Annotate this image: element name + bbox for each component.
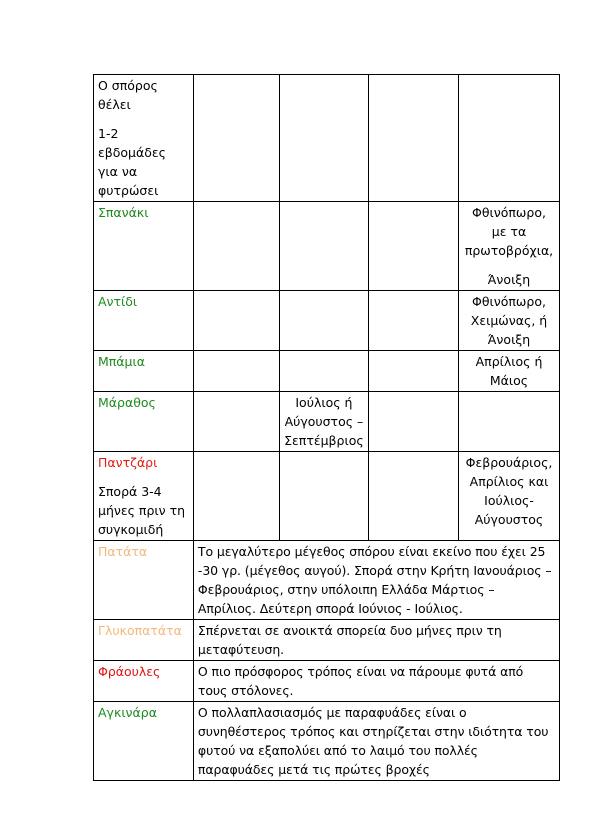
season-text: Φθινόπωρο, Χειμώνας, ή Άνοιξη (470, 294, 548, 347)
season-cell (459, 351, 560, 392)
table-row (94, 661, 560, 702)
description-cell (193, 702, 559, 781)
crop-name-cell (94, 351, 194, 392)
empty-cell (193, 202, 279, 291)
empty-cell (279, 351, 369, 392)
row-label-cell (94, 75, 194, 202)
empty-cell (369, 291, 459, 351)
table-row (94, 291, 560, 351)
description-cell (193, 541, 559, 620)
crop-note: Σπορά 3-4 μήνες πριν τη συγκομιδή (98, 484, 186, 537)
empty-cell (279, 291, 369, 351)
season-text: Φθινόπωρο, με τα πρωτοβρόχια, (464, 205, 554, 258)
table-row (94, 202, 560, 291)
table-row (94, 541, 560, 620)
season-text: Απρίλιος ή Μάιος (475, 354, 543, 388)
description-text: Ο πιο πρόσφορος τρόπος είναι να πάρουμε φυτά από τους στόλονες. (197, 664, 524, 698)
crop-name-cell (94, 541, 194, 620)
sowing-table (93, 74, 560, 781)
season-cell (279, 392, 369, 452)
crop-name: Αντίδι (98, 294, 138, 309)
empty-cell (279, 452, 369, 541)
table-row (94, 392, 560, 452)
crop-name: Παντζάρι (98, 455, 158, 470)
season-cell (459, 291, 560, 351)
season-text: Ιούλιος ή Αύγουστος – Σεπτέμβριος (284, 395, 364, 448)
empty-cell (369, 351, 459, 392)
germination-label: Ο σπόρος θέλει (98, 78, 158, 112)
empty-cell (279, 202, 369, 291)
description-text: Σπέρνεται σε ανοικτά σπορεία δυο μήνες πριν τη μεταφύτευση. (197, 623, 502, 657)
empty-cell (369, 75, 459, 202)
germination-duration: 1-2 εβδομάδες για να φυτρώσει (98, 126, 166, 198)
season-text: Φεβρουάριος, Απρίλιος και Ιούλιος- Αύγουστος (465, 455, 553, 527)
crop-name: Αγκινάρα (98, 705, 157, 720)
season-cell (459, 202, 560, 291)
crop-name-cell (94, 620, 194, 661)
empty-cell (369, 452, 459, 541)
crop-name: Πατάτα (98, 544, 148, 559)
crop-name: Μάραθος (98, 395, 156, 410)
crop-name-cell (94, 702, 194, 781)
description-cell (193, 620, 559, 661)
description-text: Ο πολλαπλασιασμός με παραφυάδες είναι ο συνηθέστερος τρόπος και στηρίζεται στην ιδιότητα του φυτού να εξαπολύει από το λαιμό του πολλές παραφυάδες μετά τις πρώτες βροχές (197, 705, 549, 777)
crop-name: Σπανάκι (98, 205, 149, 220)
empty-cell (193, 75, 279, 202)
table-row (94, 75, 560, 202)
empty-cell (459, 392, 560, 452)
crop-name-cell (94, 661, 194, 702)
season-cell (459, 452, 560, 541)
crop-name-cell (94, 202, 194, 291)
table-row (94, 351, 560, 392)
empty-cell (369, 392, 459, 452)
empty-cell (369, 202, 459, 291)
season-text: Άνοιξη (487, 272, 531, 287)
empty-cell (193, 351, 279, 392)
crop-name-cell (94, 452, 194, 541)
table-row (94, 702, 560, 781)
crop-name-cell (94, 392, 194, 452)
table-row (94, 452, 560, 541)
empty-cell (193, 392, 279, 452)
empty-cell (459, 75, 560, 202)
crop-name: Φράουλες (98, 664, 161, 679)
description-text: Το μεγαλύτερο μέγεθος σπόρου είναι εκείνο που έχει 25 -30 γρ. (μέγεθος αυγού). Σπορά στην Κρήτη Ιανουάριος – Φεβρουάριος, στην υπόλοιπη Ελλάδα Μάρτιος – Απρίλιος. Δεύτερη σπορά Ιούνιος - Ιούλιος. (197, 544, 552, 616)
empty-cell (193, 291, 279, 351)
crop-name: Γλυκοπατάτα (98, 623, 182, 638)
empty-cell (279, 75, 369, 202)
crop-name-cell (94, 291, 194, 351)
table-row (94, 620, 560, 661)
crop-name: Μπάμια (98, 354, 145, 369)
description-cell (193, 661, 559, 702)
empty-cell (193, 452, 279, 541)
